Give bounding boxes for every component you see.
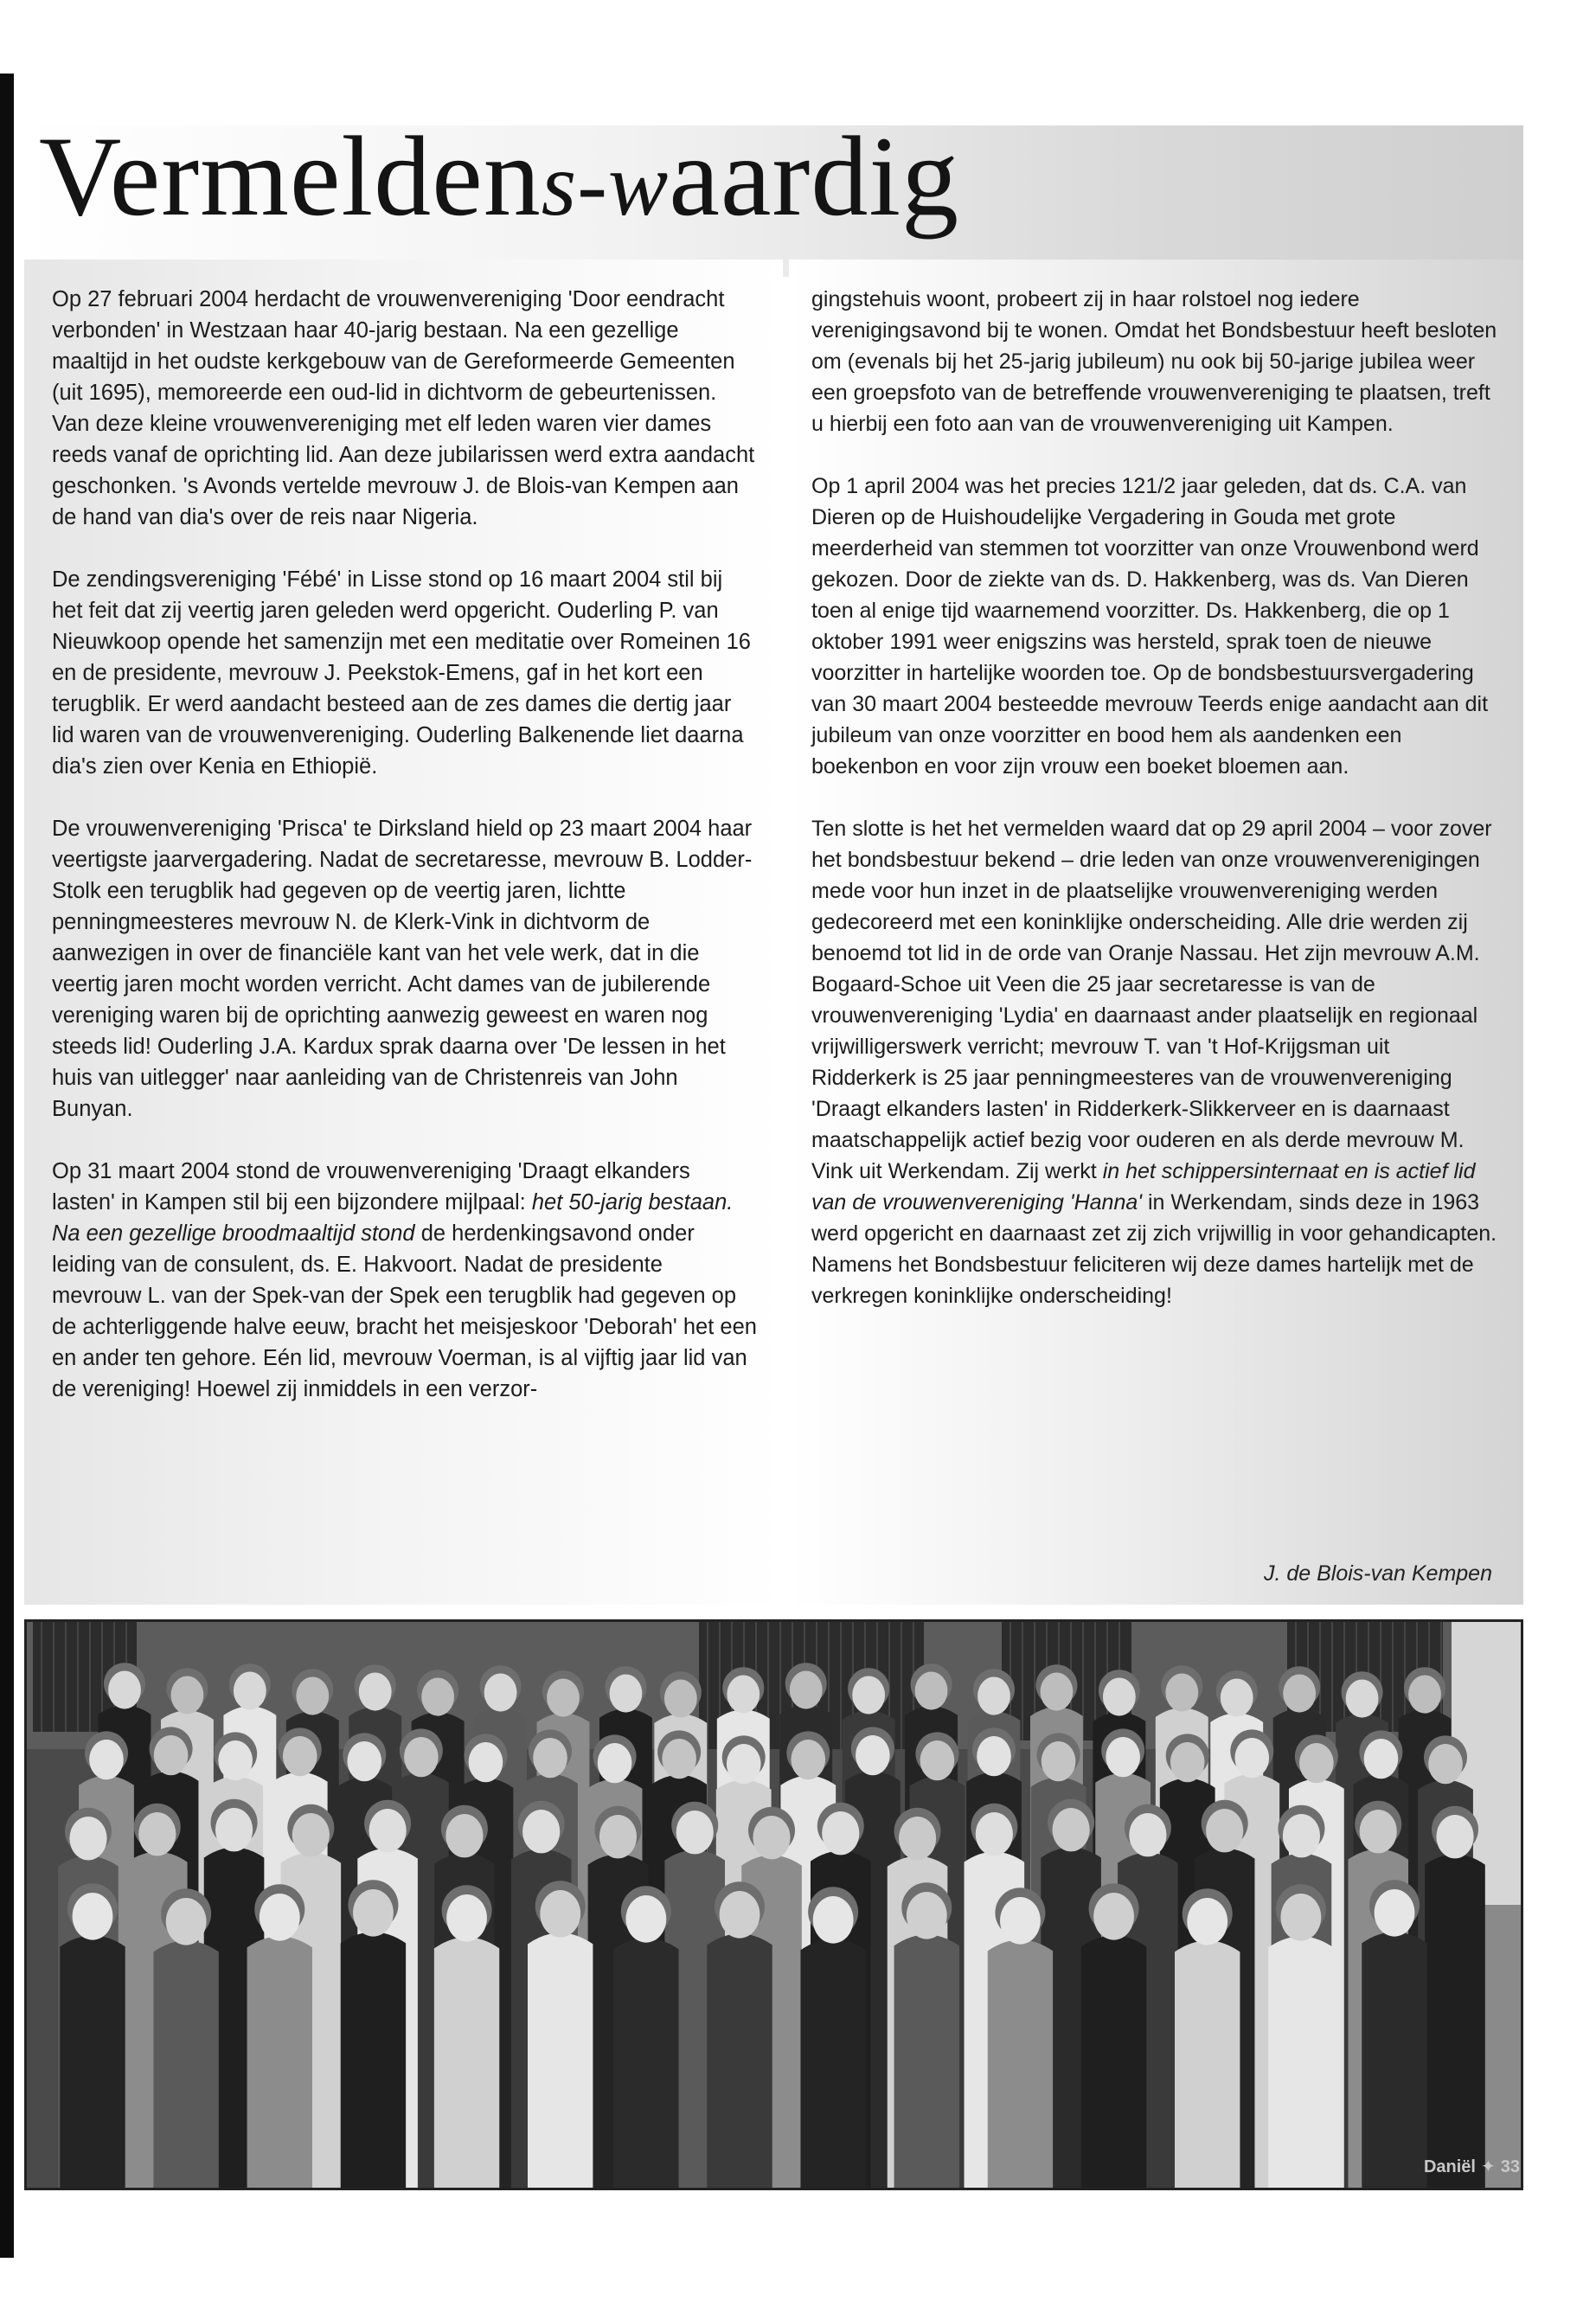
person-face xyxy=(353,1889,394,1937)
paragraph-kampen-part1: Op 31 maart 2004 stond de vrouwenvereniging 'Draagt elkanders lasten' in Kampen stil bij een bijzondere mijlpaal: xyxy=(52,1159,690,1215)
person-face xyxy=(1346,1680,1379,1718)
person-face xyxy=(1106,1737,1140,1777)
person-face xyxy=(292,1813,330,1856)
person-face xyxy=(822,1811,859,1855)
person-face xyxy=(1234,1738,1269,1778)
title-w: w xyxy=(607,135,670,234)
person-face xyxy=(1283,1675,1316,1713)
right-column xyxy=(789,260,1523,1605)
person-face xyxy=(1299,1743,1334,1783)
person-face xyxy=(976,1812,1013,1856)
person-face xyxy=(369,1809,407,1852)
person-face xyxy=(599,1815,637,1858)
group-photo-drawing xyxy=(24,1619,1523,2190)
left-edge-rule xyxy=(0,74,14,2258)
magazine-name: Daniël xyxy=(1423,2157,1476,2176)
person-body xyxy=(988,1939,1053,2190)
footer-star-icon: ✦ xyxy=(1480,2157,1496,2176)
person-face xyxy=(359,1673,392,1711)
person-face xyxy=(445,1814,483,1857)
person-face xyxy=(791,1740,825,1779)
person-face xyxy=(977,1677,1010,1715)
person-body xyxy=(1175,1940,1240,2190)
person-face xyxy=(234,1672,266,1710)
person-face xyxy=(1000,1897,1041,1945)
person-body xyxy=(60,1935,125,2190)
person-face xyxy=(662,1739,696,1779)
person-face xyxy=(1093,1893,1134,1940)
title-dash: - xyxy=(577,135,608,234)
paragraph-westzaan: Op 27 februari 2004 herdacht de vrouwenvereniging 'Door eendracht verbonden' in Westzaan haar 40-jarig bestaan. Na een gezellige maaltijd in het oudste kerkgebouw van de Gereformeerde Gemeenten (uit 1695), memoreerde een oud-lid in dichtvorm de gebeurtenissen. Van deze kleine vrouwenvereniging met elf leden waren vier dames reeds vanaf de oprichting lid. Aan deze jubilarissen werd extra aandacht geschonken. 's Avonds vertelde mevrouw J. de Blois-van Kempen aan de hand van dia's over de reis naar Nigeria. xyxy=(52,287,755,529)
person-body xyxy=(800,1939,865,2190)
person-face xyxy=(790,1671,823,1709)
person-face xyxy=(1042,1741,1076,1781)
person-face xyxy=(1436,1815,1473,1858)
person-face xyxy=(89,1740,124,1779)
person-face xyxy=(727,1676,760,1714)
person-face xyxy=(1364,1739,1399,1779)
person-face xyxy=(1280,1894,1321,1941)
person-face xyxy=(154,1735,189,1775)
person-face xyxy=(296,1677,329,1715)
person-body xyxy=(613,1938,678,2190)
person-face xyxy=(753,1816,790,1859)
paragraph-decorations-part2: in Werkendam, sinds deze in 1963 werd opgericht en daarnaast zet zij zich vrijwillig in voor gehandicapten. Namens het Bondsbestuur feliciteren wij deze dames hartelijk met de verkregen koninklijke onderscheiding! xyxy=(811,1190,1497,1308)
paragraph-kampen-continued: gingstehuis woont, probeert zij in haar rolstoel nog iedere verenigingsavond bij te wonen. Omdat het Bondsbestuur heeft besloten om (evenals bij het 25-jarig jubileum) nu ook bij 50-jarige jubilea weer een groepsfoto van de betreffende vrouwenvereniging te plaatsen, treft u hierbij een foto aan van de vrouwenvereniging uit Kampen. xyxy=(811,287,1497,436)
person-face xyxy=(1165,1674,1198,1712)
person-face xyxy=(1187,1898,1227,1945)
person-face xyxy=(1221,1679,1253,1717)
person-face xyxy=(625,1895,666,1943)
person-body xyxy=(1425,1855,1485,2190)
person-face xyxy=(73,1893,113,1940)
person-face xyxy=(484,1674,517,1712)
person-face xyxy=(852,1676,885,1715)
page-footer xyxy=(1424,2156,1520,2177)
paragraph-dirksland: De vrouwenvereniging 'Prisca' te Dirksland hield op 23 maart 2004 haar veertigste jaarvergadering. Nadat de secretaresse, mevrouw B. Lodder-Stolk een terugblik had gegeven op de veertig jaren, lichtte penningmeesteres mevrouw N. de Klerk-Vink in dichtvorm de aanwezigen in over de financiële kant van het vele werk, dat in die veertig jaren mocht worden verricht. Acht dames van de jubilerende vereniging waren bij de oprichting aanwezig geweest en waren nog steeds lid! Ouderling J.A. Kardux sprak daarna over 'De lessen in het huis van uitlegger' naar aanleiding van de Christenreis van John Bunyan. xyxy=(52,817,753,1121)
person-body xyxy=(707,1933,772,2190)
person-face xyxy=(676,1811,714,1854)
paragraph-decorations-italic: in het schippersinternaat en is actief lid van de vrouwenvereniging 'Hanna' xyxy=(811,1159,1476,1215)
person-body xyxy=(528,1932,593,2190)
person-body xyxy=(894,1934,959,2190)
person-face xyxy=(856,1735,890,1775)
paragraph-decorations xyxy=(811,813,1497,1311)
person-body xyxy=(341,1932,406,2190)
page-title xyxy=(39,112,960,240)
left-column xyxy=(24,260,783,1605)
person-face xyxy=(727,1744,761,1784)
title-rest: aardig xyxy=(669,112,960,240)
person-face xyxy=(1170,1742,1205,1782)
person-face xyxy=(813,1896,854,1944)
person-face xyxy=(404,1737,439,1777)
author-signature: J. de Blois-van Kempen xyxy=(1263,1561,1492,1586)
person-face xyxy=(540,1890,580,1938)
person-face xyxy=(920,1740,955,1780)
person-face xyxy=(283,1736,317,1776)
person-face xyxy=(522,1810,560,1853)
person-face xyxy=(446,1894,487,1942)
person-face xyxy=(547,1679,580,1717)
person-face xyxy=(69,1817,106,1860)
person-face xyxy=(899,1817,936,1860)
person-face xyxy=(1206,1809,1243,1852)
person-face xyxy=(915,1672,948,1710)
person-face xyxy=(469,1742,503,1782)
paragraph-kampen-part2: de herdenkingsavond onder leiding van de consulent, ds. E. Hakvoort. Nadat de presidente mevrouw L. van der Spek-van der Spek een terugblik had gegeven op de achterliggende halve eeuw, bracht het meisjeskoor 'Deborah' het een en ander ten gehore. Eén lid, mevrouw Voerman, is al vijftig jaar lid van de vereniging! Hoewel zij inmiddels in een verzor- xyxy=(52,1221,757,1401)
person-face xyxy=(977,1736,1011,1776)
person-face xyxy=(907,1892,947,1939)
person-face xyxy=(166,1898,207,1945)
person-face xyxy=(598,1743,632,1783)
person-face xyxy=(1360,1810,1397,1853)
person-face xyxy=(138,1812,176,1856)
person-body xyxy=(1362,1932,1426,2190)
person-body xyxy=(1268,1936,1333,2190)
title-main: Vermelden xyxy=(39,112,542,240)
person-face xyxy=(1053,1808,1090,1851)
person-face xyxy=(108,1671,141,1709)
person-body xyxy=(434,1937,499,2190)
group-photo xyxy=(24,1619,1523,2190)
person-face xyxy=(347,1741,381,1781)
person-face xyxy=(1283,1814,1320,1857)
paragraph-lisse: De zendingsvereniging 'Fébé' in Lisse stond op 16 maart 2004 stil bij het feit dat zij veertig jaren geleden werd opgericht. Ouderling P. van Nieuwkoop opende het samenzijn met een meditatie over Romeinen 16 en de presidente, mevrouw J. Peekstok-Emens, gaf in het kort een terugblik. Er werd aandacht besteed aan de zes dames die dertig jaar lid waren van de vrouwenvereniging. Ouderling Balkenende liet daarna dia's zien over Kenia en Ethiopië. xyxy=(52,567,751,779)
page-number: 33 xyxy=(1500,2157,1520,2176)
person-body xyxy=(153,1940,218,2190)
person-face xyxy=(1375,1889,1415,1937)
person-face xyxy=(1408,1676,1441,1714)
person-face xyxy=(533,1738,567,1778)
person-body xyxy=(1081,1935,1146,2190)
person-face xyxy=(610,1675,643,1713)
person-face xyxy=(1129,1813,1166,1856)
person-face xyxy=(171,1676,204,1715)
person-face xyxy=(664,1680,697,1718)
paragraph-kampen-italic: het 50-jarig bestaan. Na een gezellige broodmaaltijd stond xyxy=(52,1190,734,1246)
paragraph-van-dieren: Op 1 april 2004 was het precies 121/2 jaar geleden, dat ds. C.A. van Dieren op de Huishoudelijke Vergadering in Gouda met grote meerderheid van stemmen tot voorzitter van onze Vrouwenbond werd gekozen. Door de ziekte van ds. D. Hakkenberg, was ds. Van Dieren toen al enige tijd waarnemend voorzitter. Ds. Hakkenberg, die op 1 oktober 1991 weer enigszins was hersteld, sprak toen de nieuwe voorzitter in hartelijke woorden toe. Op de bondsbestuursvergadering van 30 maart 2004 besteedde mevrouw Teerds enige aandacht aan dit jubileum van onze voorzitter en bood hem als aandenken een boekenbon en voor zijn vrouw een boeket bloemen aan. xyxy=(811,474,1489,779)
person-body xyxy=(247,1936,312,2190)
paragraph-decorations-part1: Ten slotte is het het vermelden waard dat op 29 april 2004 – voor zover het bondsbestuur bekend – drie leden van onze vrouwenverenigingen mede voor hun inzet in de plaatselijke vrouwenvereniging werden gedecoreerd met een koninklijke onderscheiding. Alle drie werden zij benoemd tot lid in de orde van Oranje Nassau. Het zijn mevrouw A.M. Bogaard-Schoe uit Veen die 25 jaar secretaresse is van de vrouwenvereniging 'Lydia' en daarnaast ander plaatselijk en regionaal vrijwilligerswerk verricht; mevrouw T. van 't Hof-Krijgsman uit Ridderkerk is 25 jaar penningmeesteres van de vrouwenvereniging 'Draagt elkanders lasten' in Ridderkerk-Slikkerveer en is daarnaast maatschappelijk actief bezig voor ouderen en als derde mevrouw M. Vink uit Werkendam. Zij werkt xyxy=(811,817,1492,1183)
person-face xyxy=(720,1891,760,1939)
paragraph-kampen xyxy=(52,1156,757,1405)
person-face xyxy=(215,1808,253,1851)
person-face xyxy=(218,1740,253,1780)
person-face xyxy=(1103,1678,1136,1716)
title-s: s xyxy=(541,135,578,234)
person-face xyxy=(260,1894,300,1941)
person-face xyxy=(421,1678,454,1716)
person-face xyxy=(1041,1673,1074,1711)
person-face xyxy=(1428,1744,1463,1784)
